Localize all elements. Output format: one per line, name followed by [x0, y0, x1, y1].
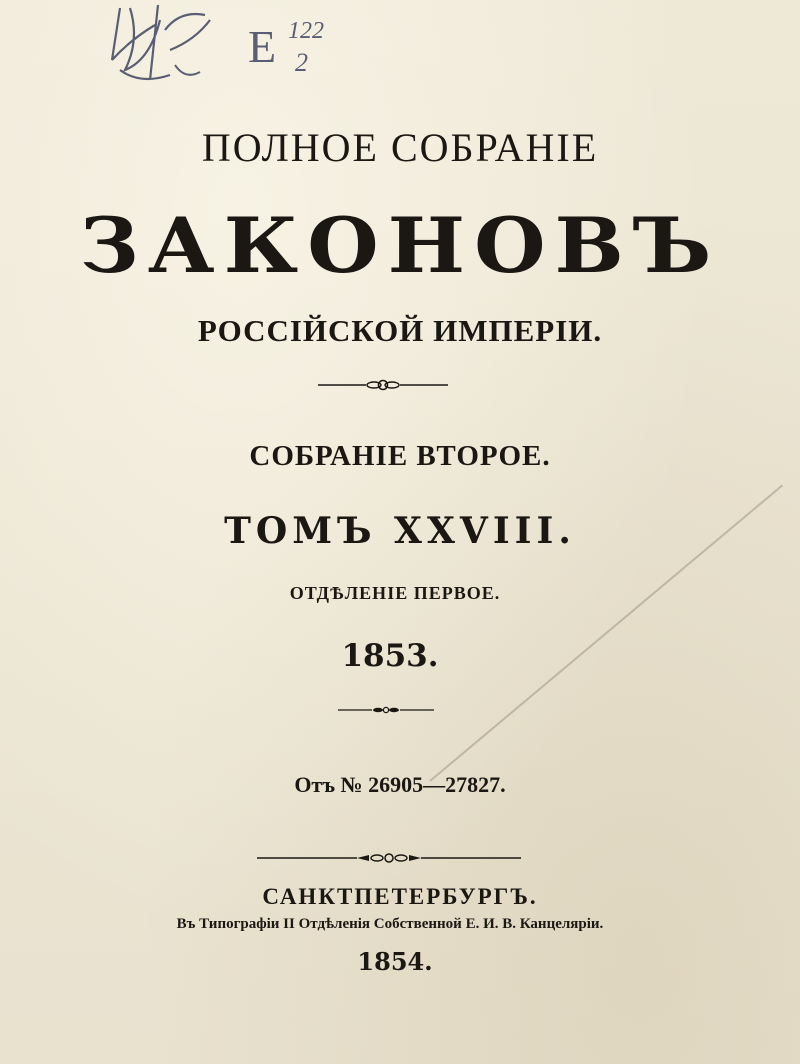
ornament-rule-2	[338, 704, 434, 716]
stamp-scribble-icon	[100, 0, 350, 95]
imprint-printer: Въ Типографіи II Отдѣленія Собственной Е. И. В. Канцеляріи.	[176, 916, 604, 932]
stamp-number-bottom: 2	[295, 48, 308, 77]
imprint-year: 1854.	[357, 947, 433, 976]
library-stamp	[100, 0, 350, 95]
collection-label: СОБРАНІЕ ВТОРОЕ.	[249, 440, 551, 472]
title-line-1: ПОЛНОЕ СОБРАНІЕ	[201, 125, 599, 170]
title-line-2: ЗАКОНОВЪ	[79, 201, 721, 291]
ornament-rule-1	[318, 378, 448, 392]
volume-label: ТОМЪ XXVIII.	[224, 510, 576, 552]
section-label: ОТДѢЛЕНІЕ ПЕРВОЕ.	[289, 583, 501, 603]
title-line-3: РОССІЙСКОЙ ИМПЕРІИ.	[197, 313, 603, 348]
imprint-city: САНКТПЕТЕРБУРГЪ.	[262, 884, 538, 909]
record-range: Отъ № 26905—27827.	[294, 772, 506, 797]
stamp-number-top: 122	[288, 18, 324, 44]
stamp-letter: Е	[248, 21, 277, 72]
ornament-rule-3	[257, 851, 521, 865]
year-label: 1853.	[341, 638, 439, 674]
